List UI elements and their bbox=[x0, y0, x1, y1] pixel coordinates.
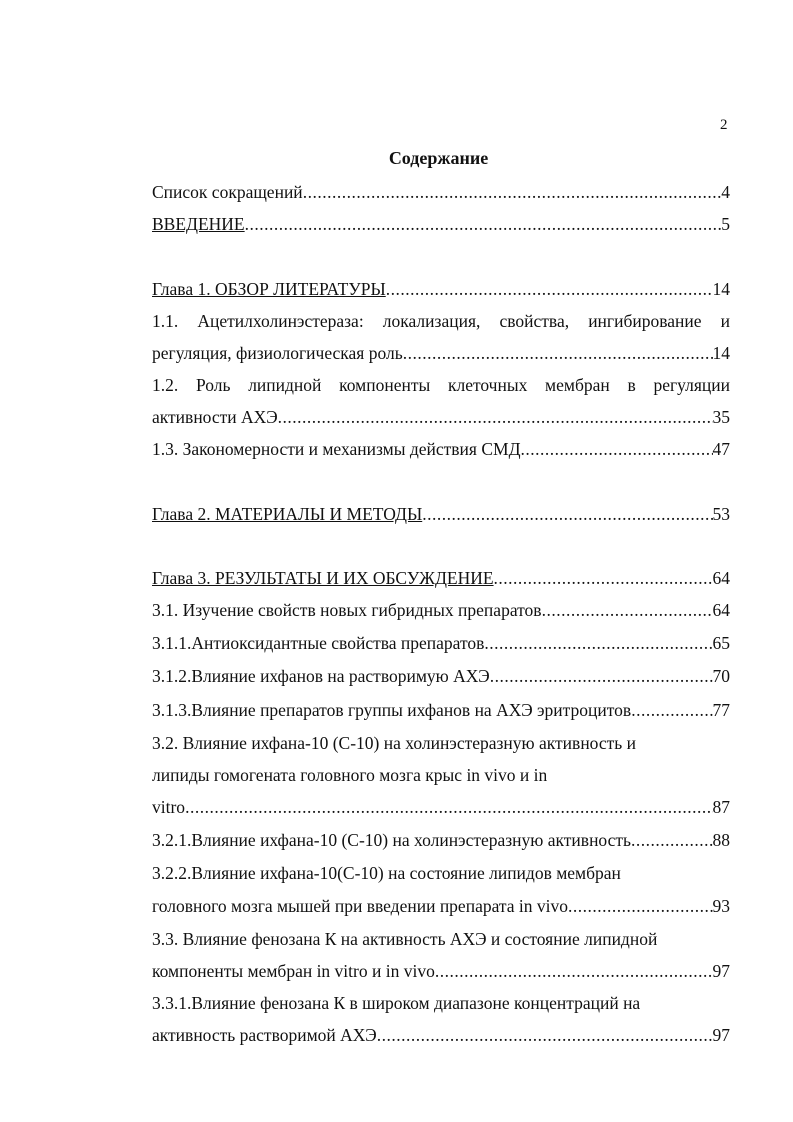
leader-dots bbox=[185, 796, 712, 818]
toc-entry-introduction[interactable] bbox=[152, 213, 730, 235]
toc-entry-3-1-3[interactable] bbox=[152, 699, 730, 721]
toc-entry-text: 3.1.2.Влияние ихфанов на растворимую АХЭ bbox=[152, 666, 490, 686]
toc-entry-3-3-1-line1[interactable]: 3.3.1.Влияние фенозана К в широком диапазоне концентраций на bbox=[152, 993, 641, 1013]
leader-dots bbox=[494, 567, 713, 589]
toc-entry-text: активность растворимой АХЭ bbox=[152, 1025, 377, 1045]
leader-dots bbox=[521, 438, 713, 460]
toc-entry-text: компоненты мембран in vitro и in vivo bbox=[152, 961, 435, 981]
toc-page-number: 35 bbox=[712, 407, 730, 427]
toc-entry-3-3-line1[interactable]: 3.3. Влияние фенозана К на активность АХЭ и состояние липидной bbox=[152, 929, 658, 949]
leader-dots bbox=[303, 181, 722, 203]
toc-page-number: 87 bbox=[712, 797, 730, 817]
toc-page-number: 4 bbox=[721, 182, 730, 202]
toc-page-number: 65 bbox=[712, 633, 730, 653]
toc-page-number: 93 bbox=[712, 896, 730, 916]
leader-dots bbox=[490, 665, 713, 687]
leader-dots bbox=[631, 829, 712, 851]
toc-entry-3-1[interactable] bbox=[152, 599, 730, 621]
toc-entry-chapter-2[interactable] bbox=[152, 503, 730, 525]
toc-entry-3-2[interactable] bbox=[152, 796, 730, 818]
toc-page-number: 14 bbox=[712, 343, 730, 363]
toc-entry-text: 1.3. Закономерности и механизмы действия СМД bbox=[152, 439, 521, 459]
toc-entry-chapter-3[interactable] bbox=[152, 567, 730, 589]
toc-title: Содержание bbox=[388, 148, 489, 168]
leader-dots bbox=[245, 213, 722, 235]
toc-page-number: 5 bbox=[721, 214, 730, 234]
toc-page-number: 97 bbox=[712, 1025, 730, 1045]
toc-entry-3-1-1[interactable] bbox=[152, 632, 730, 654]
toc-entry-text: ВВЕДЕНИЕ bbox=[152, 214, 245, 234]
leader-dots bbox=[403, 342, 713, 364]
toc-entry-text: 3.1. Изучение свойств новых гибридных препаратов bbox=[152, 600, 542, 620]
leader-dots bbox=[631, 699, 712, 721]
toc-entry-3-2-2-line1[interactable]: 3.2.2.Влияние ихфана-10(С-10) на состояние липидов мембран bbox=[152, 863, 621, 883]
toc-entry-text: Глава 2. МАТЕРИАЛЫ И МЕТОДЫ bbox=[152, 504, 423, 524]
toc-entry-3-2-line1[interactable]: 3.2. Влияние ихфана-10 (С-10) на холинэстеразную активность и bbox=[152, 733, 637, 753]
toc-entry-3-2-1[interactable] bbox=[152, 829, 730, 851]
leader-dots bbox=[278, 406, 713, 428]
toc-page-number: 53 bbox=[712, 504, 730, 524]
toc-entry-3-2-2[interactable] bbox=[152, 895, 730, 917]
leader-dots bbox=[377, 1024, 713, 1046]
toc-entry-3-1-2[interactable] bbox=[152, 665, 730, 687]
toc-entry-3-3[interactable] bbox=[152, 960, 730, 982]
toc-entry-1-1-line1[interactable]: 1.1. Ацетилхолинэстераза: локализация, свойства, ингибирование и bbox=[152, 311, 730, 331]
toc-entry-1-1[interactable] bbox=[152, 342, 730, 364]
leader-dots bbox=[422, 503, 712, 525]
toc-page-number: 77 bbox=[712, 700, 730, 720]
toc-page-number: 88 bbox=[712, 830, 730, 850]
toc-entry-text: vitro bbox=[152, 797, 186, 817]
toc-page-number: 64 bbox=[712, 600, 730, 620]
toc-entry-chapter-1[interactable] bbox=[152, 278, 730, 300]
toc-entry-text: 3.1.1.Антиоксидантные свойства препаратов bbox=[152, 633, 485, 653]
toc-entry-1-3[interactable] bbox=[152, 438, 730, 460]
leader-dots bbox=[568, 895, 712, 917]
toc-entry-1-2-line1[interactable]: 1.2. Роль липидной компоненты клеточных мембран в регуляции bbox=[152, 375, 730, 395]
page-number: 2 bbox=[720, 117, 728, 133]
toc-entry-3-2-line2[interactable]: липиды гомогената головного мозга крыс in vivo и in bbox=[152, 765, 548, 785]
toc-entry-text: Список сокращений bbox=[152, 182, 303, 202]
toc-entry-text: 3.1.3.Влияние препаратов группы ихфанов на АХЭ эритроцитов bbox=[152, 700, 632, 720]
leader-dots bbox=[386, 278, 713, 300]
toc-entry-text: 3.2.1.Влияние ихфана-10 (С-10) на холинэстеразную активность bbox=[152, 830, 632, 850]
toc-entry-text: активности АХЭ bbox=[152, 407, 278, 427]
toc-page-number: 64 bbox=[712, 568, 730, 588]
toc-entry-3-3-1[interactable] bbox=[152, 1024, 730, 1046]
toc-entry-text: головного мозга мышей при введении препарата in vivo bbox=[152, 896, 569, 916]
toc-page-number: 47 bbox=[712, 439, 730, 459]
leader-dots bbox=[435, 960, 713, 982]
toc-entry-text: регуляция, физиологическая роль bbox=[152, 343, 403, 363]
toc-entry-text: Глава 1. ОБЗОР ЛИТЕРАТУРЫ bbox=[152, 279, 386, 299]
toc-page-number: 14 bbox=[712, 279, 730, 299]
leader-dots bbox=[484, 632, 712, 654]
toc-page-number: 97 bbox=[712, 961, 730, 981]
toc-entry-1-2[interactable] bbox=[152, 406, 730, 428]
leader-dots bbox=[542, 599, 713, 621]
toc-entry-abbreviations[interactable] bbox=[152, 181, 730, 203]
toc-entry-text: Глава 3. РЕЗУЛЬТАТЫ И ИХ ОБСУЖДЕНИЕ bbox=[152, 568, 494, 588]
toc-page-number: 70 bbox=[712, 666, 730, 686]
